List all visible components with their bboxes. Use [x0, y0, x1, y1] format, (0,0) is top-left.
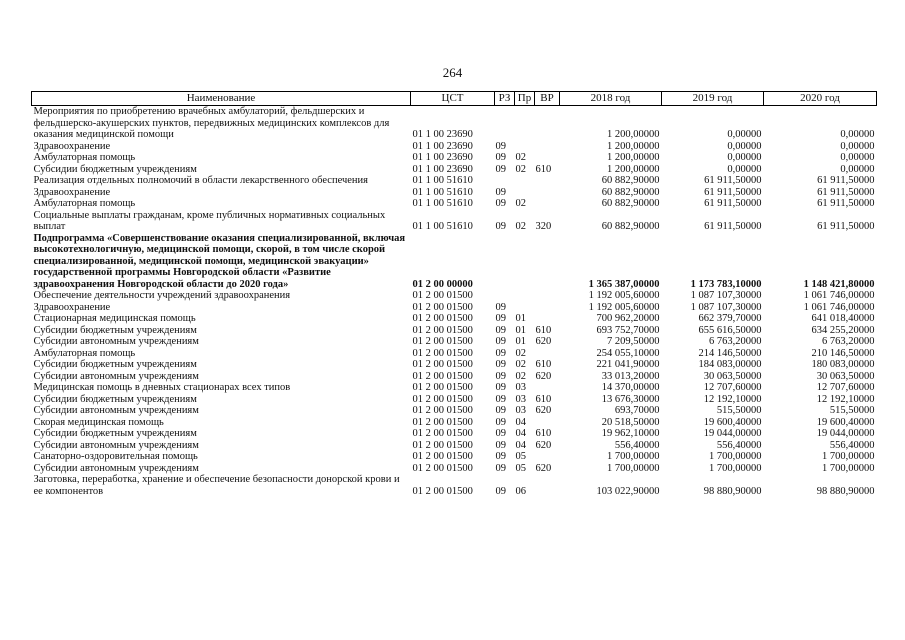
table-row — [32, 463, 877, 475]
column-header-2020: 2020 год — [764, 92, 877, 106]
cell-cst: 01 2 00 01500 — [412, 405, 473, 416]
cell-vr — [535, 106, 560, 141]
cell-vr — [535, 187, 560, 199]
table-row — [32, 175, 877, 187]
cell-vr — [535, 348, 560, 360]
cell-vr — [535, 141, 560, 153]
cell-name: Амбулаторная помощь — [33, 347, 136, 359]
cell-rz: 09 — [495, 347, 506, 359]
column-header-2019: 2019 год — [662, 92, 764, 106]
cell-pr: 02 — [515, 163, 526, 175]
cell-cst: 01 2 00 01500 — [412, 347, 473, 359]
cell-2018: 13 676,30000 — [601, 393, 660, 405]
cell-2018: 1 200,00000 — [607, 163, 660, 175]
cell-rz: 09 — [495, 382, 506, 393]
table-row — [32, 336, 877, 348]
cell-name: Субсидии бюджетным учреждениям — [33, 359, 197, 370]
cell-name: Заготовка, переработка, хранение и обеспечение безопасности донорской крови и ее компонентов — [33, 474, 400, 497]
table-row — [32, 187, 877, 199]
cell-cst: 01 2 00 01500 — [412, 382, 473, 393]
cell-2018: 221 041,90000 — [596, 359, 660, 370]
cell-rz: 09 — [495, 439, 506, 451]
cell-vr — [535, 290, 560, 302]
table-body — [32, 106, 877, 498]
cell-pr: 02 — [515, 198, 526, 209]
cell-pr: 03 — [515, 382, 526, 393]
cell-2018: 1 192 005,60000 — [588, 301, 660, 313]
table-row — [32, 106, 877, 141]
cell-2018: 33 013,20000 — [601, 370, 660, 382]
cell-2020: 641 018,40000 — [811, 313, 875, 324]
cell-name: Реализация отдельных полномочий в области лекарственного обеспечения — [33, 175, 368, 186]
page-number: 264 — [442, 65, 463, 80]
cell-2019: 19 600,40000 — [703, 416, 762, 428]
cell-2020: 1 061 746,00000 — [803, 290, 875, 301]
cell-2018: 693 752,70000 — [596, 324, 660, 336]
cell-2018: 700 962,20000 — [596, 313, 660, 324]
cell-pr: 05 — [515, 451, 526, 462]
cell-2018: 60 882,90000 — [601, 186, 660, 198]
cell-rz: 09 — [495, 163, 506, 175]
cell-pr: 03 — [515, 393, 526, 405]
cell-2019: 0,00000 — [727, 163, 762, 175]
cell-name: Субсидии автономным учреждениям — [33, 370, 199, 382]
table-row — [32, 313, 877, 325]
table-row — [32, 474, 877, 497]
cell-pr: 06 — [515, 485, 526, 497]
cell-cst: 01 2 00 01500 — [412, 485, 473, 497]
table-row — [32, 382, 877, 394]
cell-rz: 09 — [495, 451, 506, 462]
cell-2019: 30 063,50000 — [703, 370, 762, 382]
column-header-rz: РЗ — [495, 92, 515, 106]
cell-cst: 01 1 00 51610 — [412, 221, 473, 232]
cell-2019: 515,50000 — [716, 405, 762, 416]
cell-vr: 610 — [535, 359, 552, 370]
cell-vr: 620 — [535, 439, 552, 451]
cell-name: Социальные выплаты гражданам, кроме публичных нормативных социальных выплат — [33, 209, 386, 232]
cell-name: Субсидии бюджетным учреждениям — [33, 428, 197, 439]
cell-2018: 1 700,00000 — [607, 462, 660, 474]
cell-name: Санаторно-оздоровительная помощь — [33, 451, 198, 462]
table-row — [32, 394, 877, 406]
cell-cst: 01 2 00 01500 — [412, 462, 473, 474]
cell-2018: 1 200,00000 — [607, 152, 660, 163]
table-row — [32, 405, 877, 417]
cell-2020: 19 600,40000 — [816, 416, 875, 428]
cell-pr: 04 — [515, 439, 526, 451]
cell-2020: 12 192,10000 — [816, 393, 875, 405]
cell-rz: 09 — [495, 359, 506, 370]
cell-2018: 1 700,00000 — [607, 451, 660, 462]
cell-pr: 02 — [515, 370, 526, 382]
table-header-row — [32, 92, 877, 106]
table-row — [32, 164, 877, 176]
cell-2018: 1 200,00000 — [607, 140, 660, 152]
cell-2019: 0,00000 — [727, 152, 762, 163]
cell-vr: 620 — [535, 462, 552, 474]
cell-cst: 01 1 00 51610 — [412, 175, 473, 186]
cell-name: Амбулаторная помощь — [33, 198, 136, 209]
cell-vr — [535, 313, 560, 325]
cell-vr — [535, 451, 560, 463]
cell-2019: 1 087 107,30000 — [690, 290, 762, 301]
table-row — [32, 141, 877, 153]
cell-pr — [515, 302, 535, 314]
cell-vr: 610 — [535, 428, 552, 439]
cell-2020: 180 083,00000 — [811, 359, 875, 370]
cell-2019: 0,00000 — [727, 129, 762, 140]
cell-2019: 12 192,10000 — [703, 393, 762, 405]
cell-2019: 556,40000 — [716, 439, 762, 451]
cell-name: Субсидии автономным учреждениям — [33, 462, 199, 474]
table-row — [32, 210, 877, 233]
cell-name: Стационарная медицинская помощь — [33, 313, 196, 324]
cell-vr — [535, 175, 560, 187]
cell-2020: 634 255,20000 — [811, 324, 875, 336]
cell-name: Субсидии бюджетным учреждениям — [33, 163, 197, 175]
cell-2020: 0,00000 — [840, 163, 875, 175]
cell-rz: 09 — [495, 221, 506, 232]
cell-2019: 12 707,60000 — [703, 382, 762, 393]
table-row — [32, 152, 877, 164]
cell-pr: 04 — [515, 416, 526, 428]
cell-cst: 01 2 00 01500 — [412, 416, 473, 428]
cell-cst: 01 2 00 01500 — [412, 428, 473, 439]
cell-rz — [495, 106, 515, 141]
cell-cst: 01 2 00 01500 — [412, 313, 473, 324]
cell-cst: 01 1 00 23690 — [412, 163, 473, 175]
cell-2020: 1 148 421,80000 — [803, 278, 875, 290]
cell-2018: 1 365 387,00000 — [588, 278, 660, 290]
cell-2020: 12 707,60000 — [816, 382, 875, 393]
cell-name: Субсидии автономным учреждениям — [33, 439, 199, 451]
cell-2019: 61 911,50000 — [704, 175, 762, 186]
cell-rz: 09 — [495, 485, 506, 497]
cell-cst: 01 2 00 01500 — [412, 336, 473, 347]
cell-2019: 61 911,50000 — [704, 198, 762, 209]
cell-2020: 0,00000 — [840, 129, 875, 140]
cell-pr: 02 — [515, 347, 526, 359]
cell-pr — [515, 175, 535, 187]
cell-name: Скорая медицинская помощь — [33, 416, 164, 428]
cell-pr — [515, 106, 535, 141]
column-header-pr: Пр — [515, 92, 535, 106]
cell-cst: 01 2 00 01500 — [412, 301, 473, 313]
cell-rz: 09 — [495, 152, 506, 163]
cell-2019: 6 763,20000 — [709, 336, 762, 347]
cell-name: Медицинская помощь в дневных стационарах всех типов — [33, 382, 291, 393]
cell-cst: 01 1 00 23690 — [412, 129, 473, 140]
cell-rz: 09 — [495, 198, 506, 209]
cell-rz — [495, 175, 515, 187]
cell-name: Субсидии бюджетным учреждениям — [33, 393, 197, 405]
cell-2019: 662 379,70000 — [698, 313, 762, 324]
column-header-name: Наименование — [32, 92, 411, 106]
cell-name: Субсидии бюджетным учреждениям — [33, 324, 197, 336]
table-row — [32, 371, 877, 383]
cell-2018: 60 882,90000 — [601, 198, 660, 209]
cell-pr — [515, 141, 535, 153]
cell-2019: 655 616,50000 — [698, 324, 762, 336]
cell-rz: 09 — [495, 428, 506, 439]
cell-cst: 01 1 00 23690 — [412, 140, 473, 152]
cell-pr — [515, 233, 535, 291]
cell-pr: 01 — [515, 313, 526, 324]
cell-2019: 19 044,00000 — [703, 428, 762, 439]
cell-pr — [515, 290, 535, 302]
cell-rz: 09 — [495, 140, 506, 152]
cell-cst: 01 2 00 01500 — [412, 359, 473, 370]
cell-2020: 515,50000 — [829, 405, 875, 416]
cell-vr — [535, 152, 560, 164]
cell-2020: 556,40000 — [829, 439, 875, 451]
cell-cst: 01 2 00 01500 — [412, 324, 473, 336]
cell-2018: 19 962,10000 — [601, 428, 660, 439]
table-row — [32, 302, 877, 314]
cell-2019: 184 083,00000 — [698, 359, 762, 370]
table-row — [32, 290, 877, 302]
cell-2020: 1 700,00000 — [822, 451, 875, 462]
cell-name: Обеспечение деятельности учреждений здравоохранения — [33, 290, 291, 301]
cell-name: Здравоохранение — [33, 140, 111, 152]
cell-2018: 693,70000 — [614, 405, 660, 416]
cell-2020: 61 911,50000 — [817, 186, 875, 198]
cell-rz: 09 — [495, 393, 506, 405]
cell-vr: 610 — [535, 324, 552, 336]
cell-rz: 09 — [495, 301, 506, 313]
cell-vr: 320 — [535, 221, 552, 232]
cell-pr — [515, 187, 535, 199]
cell-cst: 01 2 00 01500 — [412, 393, 473, 405]
cell-2018: 556,40000 — [614, 439, 660, 451]
cell-2018: 103 022,90000 — [596, 485, 660, 497]
cell-rz: 09 — [495, 416, 506, 428]
cell-vr: 620 — [535, 370, 552, 382]
cell-rz: 09 — [495, 336, 506, 347]
cell-2020: 6 763,20000 — [822, 336, 875, 347]
cell-vr: 620 — [535, 336, 552, 347]
cell-rz — [495, 290, 515, 302]
cell-2018: 7 209,50000 — [607, 336, 660, 347]
cell-2018: 60 882,90000 — [601, 175, 660, 186]
cell-cst: 01 1 00 51610 — [412, 198, 473, 209]
cell-2020: 30 063,50000 — [816, 370, 875, 382]
table-row — [32, 198, 877, 210]
cell-name: Здравоохранение — [33, 186, 111, 198]
cell-cst: 01 2 00 01500 — [412, 451, 473, 462]
cell-name: Субсидии автономным учреждениям — [33, 336, 199, 347]
cell-pr: 02 — [515, 152, 526, 163]
cell-vr: 610 — [535, 163, 552, 175]
cell-pr: 05 — [515, 462, 526, 474]
cell-name: Субсидии автономным учреждениям — [33, 405, 199, 416]
table-row — [32, 233, 877, 291]
cell-cst: 01 2 00 01500 — [412, 439, 473, 451]
cell-cst: 01 2 00 00000 — [412, 278, 473, 290]
cell-2020: 0,00000 — [840, 140, 875, 152]
column-header-2018: 2018 год — [560, 92, 662, 106]
table-row — [32, 428, 877, 440]
cell-pr: 02 — [515, 221, 526, 232]
table-row — [32, 359, 877, 371]
cell-2020: 61 911,50000 — [817, 175, 875, 186]
cell-cst: 01 2 00 01500 — [412, 370, 473, 382]
cell-2019: 98 880,90000 — [703, 485, 762, 497]
cell-2019: 61 911,50000 — [704, 221, 762, 232]
cell-vr: 610 — [535, 393, 552, 405]
cell-2019: 214 146,50000 — [698, 347, 762, 359]
cell-2018: 254 055,10000 — [596, 347, 660, 359]
cell-2020: 19 044,00000 — [816, 428, 875, 439]
cell-2020: 210 146,50000 — [811, 347, 875, 359]
cell-2019: 1 700,00000 — [709, 462, 762, 474]
cell-2020: 61 911,50000 — [817, 198, 875, 209]
table-row — [32, 348, 877, 360]
cell-2019: 0,00000 — [727, 140, 762, 152]
cell-2020: 98 880,90000 — [816, 485, 875, 497]
cell-cst: 01 1 00 23690 — [412, 152, 473, 163]
cell-rz: 09 — [495, 186, 506, 198]
cell-2020: 1 700,00000 — [822, 462, 875, 474]
cell-rz: 09 — [495, 405, 506, 416]
cell-2020: 1 061 746,00000 — [803, 301, 875, 313]
cell-2018: 14 370,00000 — [601, 382, 660, 393]
cell-vr — [535, 233, 560, 291]
cell-name: Мероприятия по приобретению врачебных амбулаторий, фельдшерских и фельдшерско-акушерских пунктов, передвижных медицинских комплексов для оказания медицинской помощи — [33, 106, 390, 140]
cell-2019: 61 911,50000 — [704, 186, 762, 198]
column-header-vr: ВР — [535, 92, 560, 106]
cell-name: Здравоохранение — [33, 301, 111, 313]
budget-table — [31, 91, 877, 497]
cell-rz: 09 — [495, 370, 506, 382]
cell-rz: 09 — [495, 313, 506, 324]
cell-2018: 60 882,90000 — [601, 221, 660, 232]
cell-vr — [535, 198, 560, 210]
cell-2019: 1 087 107,30000 — [690, 301, 762, 313]
cell-2018: 1 200,00000 — [607, 129, 660, 140]
cell-2018: 20 518,50000 — [601, 416, 660, 428]
cell-cst: 01 2 00 01500 — [412, 290, 473, 301]
cell-2019: 1 173 783,10000 — [690, 278, 762, 290]
table-row — [32, 417, 877, 429]
table-row — [32, 440, 877, 452]
column-header-cst: ЦСТ — [411, 92, 495, 106]
cell-cst: 01 1 00 51610 — [412, 186, 473, 198]
table-row — [32, 451, 877, 463]
cell-2020: 61 911,50000 — [817, 221, 875, 232]
cell-rz: 09 — [495, 462, 506, 474]
cell-rz — [495, 233, 515, 291]
cell-pr: 04 — [515, 428, 526, 439]
cell-name: Амбулаторная помощь — [33, 152, 136, 163]
cell-vr — [535, 302, 560, 314]
cell-2018: 1 192 005,60000 — [588, 290, 660, 301]
cell-2020: 0,00000 — [840, 152, 875, 163]
cell-vr — [535, 382, 560, 394]
cell-vr — [535, 417, 560, 429]
cell-name: Подпрограмма «Совершенствование оказания специализированной, включая высокотехнологичную, медицинской помощи, скорой, в том числе скорой специализированной, медицинской помощи, медицинской эвакуации» государственной программы Новгородской области «Развитие здравоохранения Новгородской области до 2020 года» — [33, 232, 406, 290]
cell-rz: 09 — [495, 324, 506, 336]
cell-2019: 1 700,00000 — [709, 451, 762, 462]
cell-vr — [535, 474, 560, 497]
cell-pr: 03 — [515, 405, 526, 416]
cell-pr: 01 — [515, 324, 526, 336]
table-row — [32, 325, 877, 337]
cell-vr: 620 — [535, 405, 552, 416]
cell-pr: 01 — [515, 336, 526, 347]
cell-pr: 02 — [515, 359, 526, 370]
